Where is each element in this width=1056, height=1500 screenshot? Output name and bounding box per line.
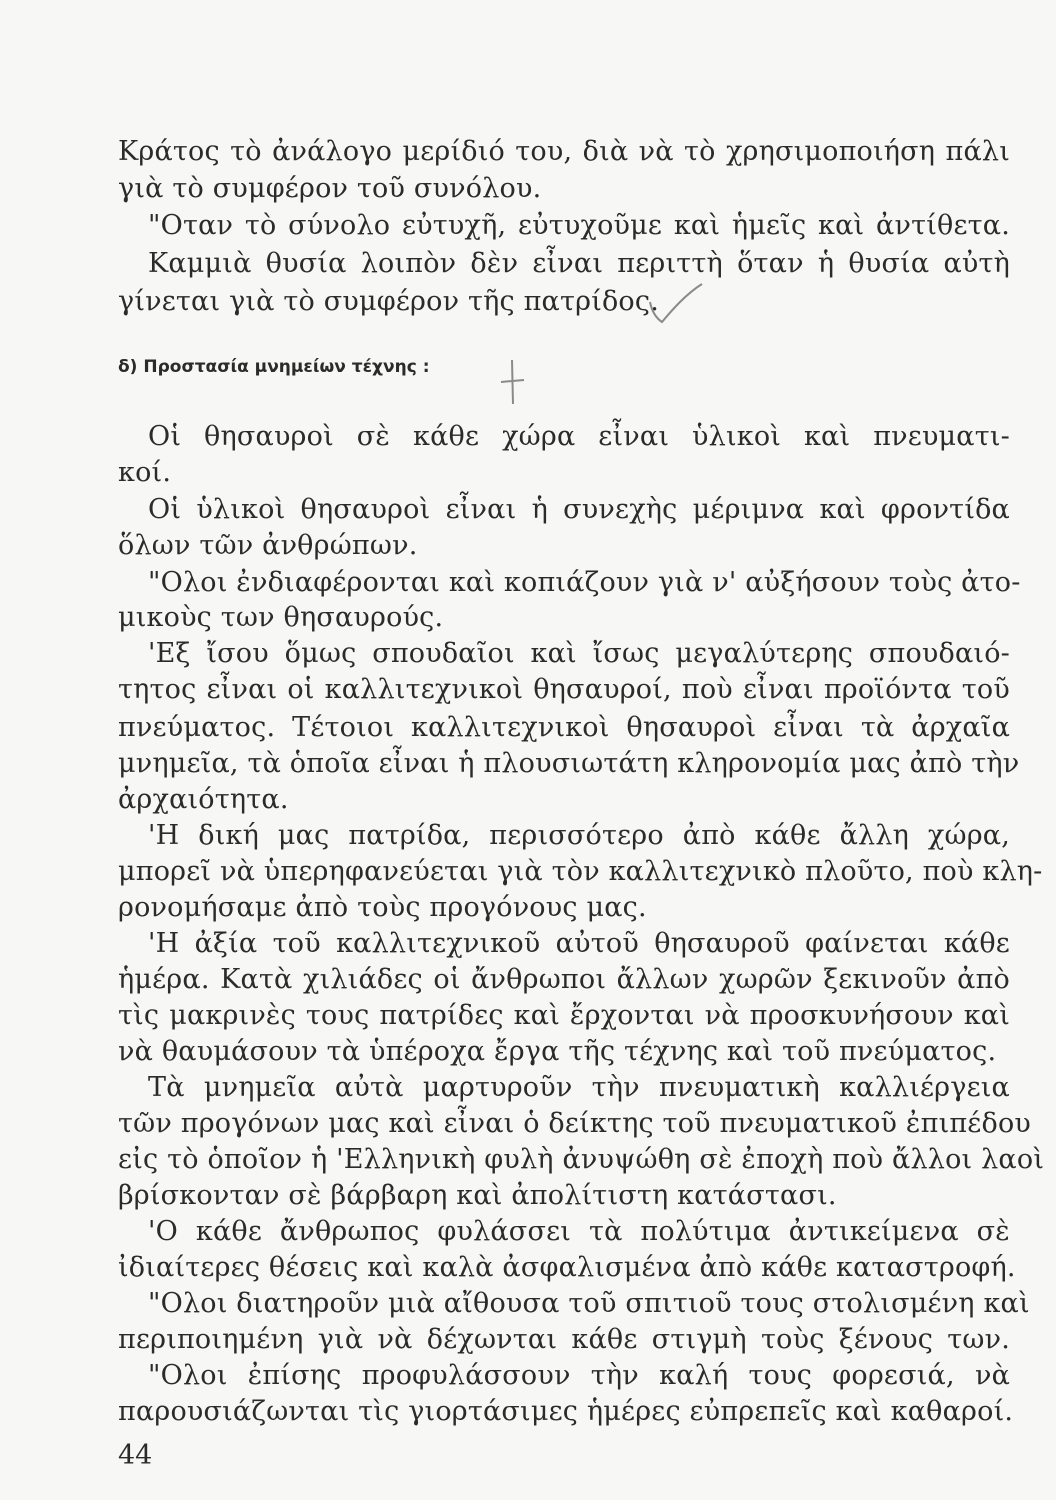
- text-line: εἰς τὸ ὁποῖον ἡ 'Ελληνικὴ φυλὴ ἀνυψώθη σὲ ἐποχὴ ποὺ ἄλλοι λαοὶ: [118, 1144, 1045, 1175]
- page-number: 44: [118, 1440, 153, 1471]
- text-line: Κράτος τὸ ἀνάλογο μερίδιό του, διὰ νὰ τὸ χρησιμοποιήση πάλι: [118, 136, 1010, 167]
- text-line: βρίσκονταν σὲ βάρβαρη καὶ ἀπολίτιστη κατάστασι.: [118, 1180, 837, 1211]
- text-line: κοί.: [118, 457, 172, 488]
- text-line: "Οταν τὸ σύνολο εὐτυχῆ, εὐτυχοῦμε καὶ ἡμεῖς καὶ ἀντίθετα.: [148, 210, 1010, 241]
- text-line: 'Η δική μας πατρίδα, περισσότερο ἀπὸ κάθε ἄλλη χώρα,: [148, 820, 1010, 851]
- text-line: "Ολοι ἐνδιαφέρονται καὶ κοπιάζουν γιὰ ν' αὐξήσουν τοὺς ἀτο-: [148, 567, 1021, 598]
- text-line: νὰ θαυμάσουν τὰ ὑπέροχα ἔργα τῆς τέχνης καὶ τοῦ πνεύματος.: [118, 1036, 997, 1067]
- text-line: Καμμιὰ θυσία λοιπὸν δὲν εἶναι περιττὴ ὅταν ἡ θυσία αὐτὴ: [148, 248, 1010, 279]
- text-line: τὶς μακρινὲς τους πατρίδες καὶ ἔρχονται νὰ προσκυνήσουν καὶ: [118, 1000, 1010, 1031]
- text-line: ρονομήσαμε ἀπὸ τοὺς προγόνους μας.: [118, 892, 647, 923]
- text-line: μνημεῖα, τὰ ὁποῖα εἶναι ἡ πλουσιωτάτη κληρονομία μας ἀπὸ τὴν: [118, 748, 1020, 779]
- pencil-cross-mark-icon: [498, 358, 528, 406]
- text-line: μικοὺς των θησαυρούς.: [118, 602, 444, 633]
- text-line: μπορεῖ νὰ ὑπερηφανεύεται γιὰ τὸν καλλιτεχνικὸ πλοῦτο, ποὺ κλη-: [118, 856, 1043, 887]
- text-line: Οἱ ὑλικοὶ θησαυροὶ εἶναι ἡ συνεχὴς μέριμνα καὶ φροντίδα: [148, 494, 1010, 525]
- text-line: ὅλων τῶν ἀνθρώπων.: [118, 530, 418, 561]
- section-title: Προστασία μνημείων τέχνης :: [143, 357, 430, 377]
- text-line: 'Η ἀξία τοῦ καλλιτεχνικοῦ αὐτοῦ θησαυροῦ φαίνεται κάθε: [148, 928, 1010, 959]
- text-line: "Ολοι διατηροῦν μιὰ αἴθουσα τοῦ σπιτιοῦ τους στολισμένη καὶ: [148, 1288, 1030, 1319]
- text-line: παρουσιάζωνται τὶς γιορτάσιμες ἡμέρες εὐπρεπεῖς καὶ καθαροί.: [118, 1396, 1014, 1427]
- text-line: γιὰ τὸ συμφέρον τοῦ συνόλου.: [118, 173, 542, 204]
- text-line: Οἱ θησαυροὶ σὲ κάθε χώρα εἶναι ὑλικοὶ καὶ πνευματι-: [148, 421, 1010, 452]
- text-line: ἰδιαίτερες θέσεις καὶ καλὰ ἀσφαλισμένα ἀπὸ κάθε καταστροφή.: [118, 1252, 1016, 1283]
- text-line: Τὰ μνημεῖα αὐτὰ μαρτυροῦν τὴν πνευματικὴ καλλιέργεια: [148, 1072, 1010, 1103]
- text-line: τῶν προγόνων μας καὶ εἶναι ὁ δείκτης τοῦ πνευματικοῦ ἐπιπέδου: [118, 1108, 1032, 1139]
- text-line: "Ολοι ἐπίσης προφυλάσσουν τὴν καλή τους φορεσιά, νὰ: [148, 1360, 1010, 1391]
- text-line: γίνεται γιὰ τὸ συμφέρον τῆς πατρίδος.: [118, 286, 659, 317]
- section-heading: [118, 355, 430, 379]
- text-line: 'Ο κάθε ἄνθρωπος φυλάσσει τὰ πολύτιμα ἀντικείμενα σὲ: [148, 1216, 1010, 1247]
- section-label: δ): [118, 357, 138, 377]
- text-line: τητος εἶναι οἱ καλλιτεχνικοὶ θησαυροί, ποὺ εἶναι προϊόντα τοῦ: [118, 674, 1010, 705]
- text-line: ἡμέρα. Κατὰ χιλιάδες οἱ ἄνθρωποι ἄλλων χωρῶν ξεκινοῦν ἀπὸ: [118, 964, 1010, 995]
- text-line: 'Εξ ἴσου ὅμως σπουδαῖοι καὶ ἴσως μεγαλύτερης σπουδαιό-: [148, 638, 1010, 669]
- text-line: ἀρχαιότητα.: [118, 784, 289, 815]
- pencil-check-mark-icon: [640, 282, 710, 342]
- text-line: περιποιημένη γιὰ νὰ δέχωνται κάθε στιγμὴ τοὺς ξένους των.: [118, 1324, 1010, 1355]
- text-line: πνεύματος. Τέτοιοι καλλιτεχνικοὶ θησαυροὶ εἶναι τὰ ἀρχαῖα: [118, 712, 1010, 743]
